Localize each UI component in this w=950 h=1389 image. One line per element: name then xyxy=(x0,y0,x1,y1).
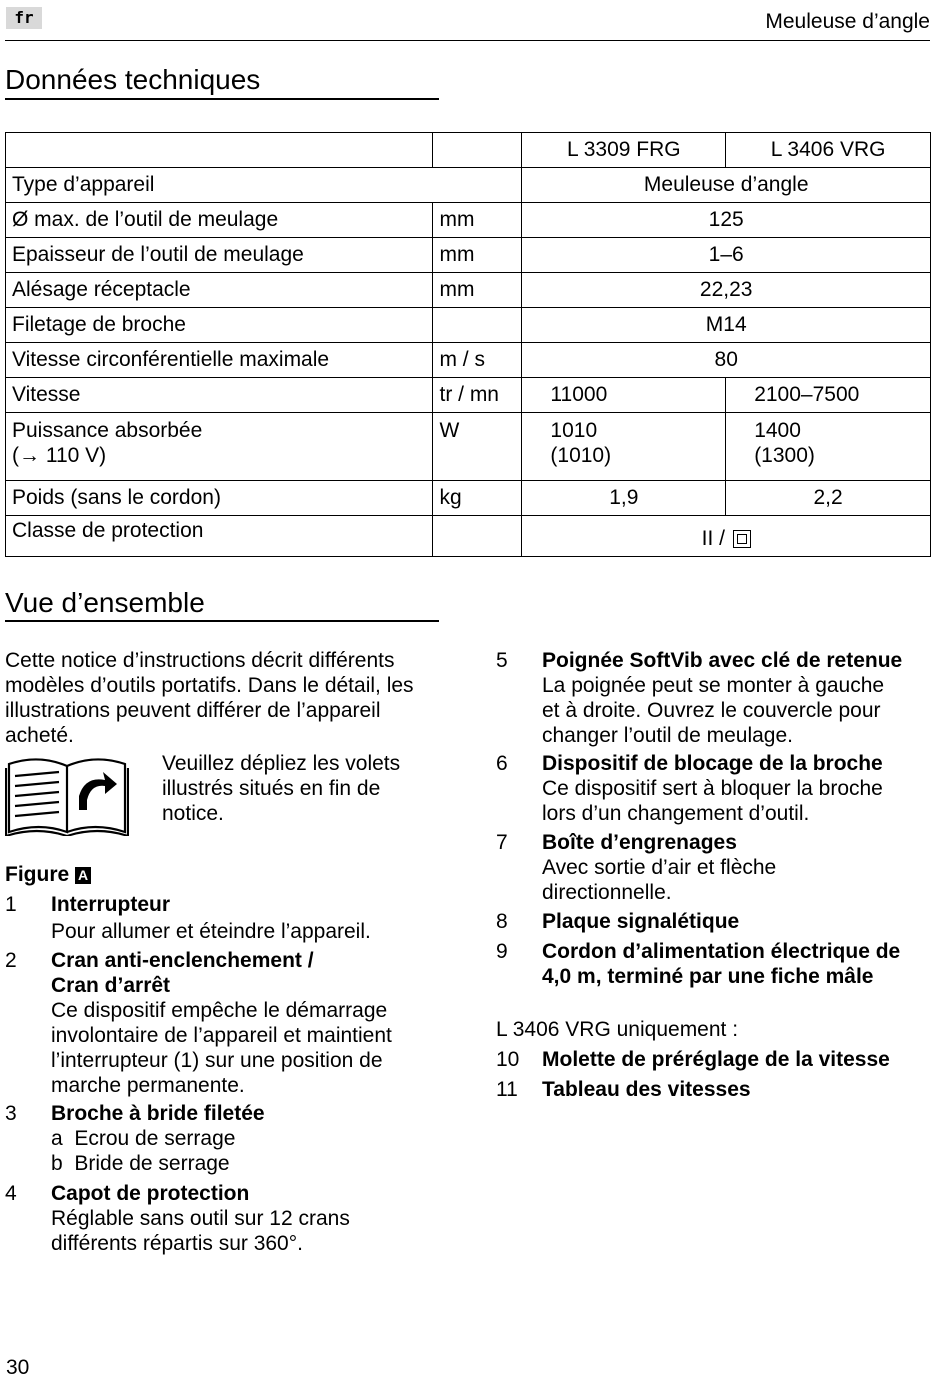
table-row xyxy=(6,481,931,516)
row-unit: mm xyxy=(433,203,522,238)
text-line: acheté. xyxy=(5,724,74,747)
table-row xyxy=(6,308,931,343)
item-title: Plaque signalétique xyxy=(542,910,740,933)
table-row xyxy=(6,378,931,413)
list-item xyxy=(5,1181,465,1256)
item-description: changer l’outil de meulage. xyxy=(542,724,793,747)
item-description: Avec sortie d’air et flèche xyxy=(542,856,777,879)
text-line: notice. xyxy=(162,802,224,825)
table-row xyxy=(6,273,931,308)
row-unit: m / s xyxy=(433,343,522,378)
value-line: (1010) xyxy=(550,444,612,467)
item-title: Dispositif de blocage de la broche xyxy=(542,752,883,775)
item-number: 9 xyxy=(496,940,508,963)
item-number: 5 xyxy=(496,649,508,672)
item-subpart: a Ecrou de serrage xyxy=(51,1127,236,1150)
item-title: Interrupteur xyxy=(51,893,171,916)
figure-label: Figure xyxy=(5,863,70,886)
item-description: l’interrupteur (1) sur une position de xyxy=(51,1049,383,1072)
row-value xyxy=(522,516,931,557)
item-description: directionnelle. xyxy=(542,881,672,904)
figure-letter-badge: A xyxy=(75,867,91,884)
intro-paragraph xyxy=(5,648,414,748)
list-item xyxy=(5,948,465,1098)
row-value-model-1 xyxy=(522,413,726,481)
row-value: Meuleuse d’angle xyxy=(522,168,931,203)
row-value-model-2 xyxy=(726,413,931,481)
row-value-model-1: 11000 xyxy=(522,378,726,413)
figure-reference xyxy=(5,862,91,887)
item-description: lors d’un changement d’outil. xyxy=(542,802,810,825)
text-line: illustrations peuvent différer de l’appareil xyxy=(5,699,381,722)
model-header-1: L 3309 FRG xyxy=(522,133,726,168)
table-cell xyxy=(6,133,433,168)
item-number: 4 xyxy=(5,1182,17,1205)
row-unit: tr / mn xyxy=(433,378,522,413)
text-line: Cette notice d’instructions décrit différents xyxy=(5,649,395,672)
item-number: 7 xyxy=(496,831,508,854)
item-title: Tableau des vitesses xyxy=(542,1078,751,1101)
item-title: Cran anti-enclenchement / xyxy=(51,949,314,972)
row-value-model-2: 2100–7500 xyxy=(726,378,931,413)
row-value-model-1: 1,9 xyxy=(522,481,726,516)
row-label: Vitesse circonférentielle maximale xyxy=(6,343,433,378)
text-line: modèles d’outils portatifs. Dans le détail, les xyxy=(5,674,414,697)
item-number: 10 xyxy=(496,1048,520,1071)
list-item xyxy=(496,648,936,748)
table-cell xyxy=(433,133,522,168)
item-number: 6 xyxy=(496,752,508,775)
item-description: Réglable sans outil sur 12 crans xyxy=(51,1207,350,1230)
list-item xyxy=(496,909,936,934)
table-row xyxy=(6,238,931,273)
table-row xyxy=(6,168,931,203)
table-row xyxy=(6,413,931,481)
section-title-overview: Vue d’ensemble xyxy=(5,587,205,618)
row-label: Poids (sans le cordon) xyxy=(6,481,433,516)
item-title: Cordon d’alimentation électrique de xyxy=(542,940,901,963)
item-description: différents répartis sur 360°. xyxy=(51,1232,303,1255)
row-unit: mm xyxy=(433,273,522,308)
double-insulation-icon xyxy=(733,530,751,548)
row-value: 22,23 xyxy=(522,273,931,308)
item-title: Broche à bride filetée xyxy=(51,1102,265,1125)
fold-out-note xyxy=(162,751,400,826)
row-label-line: (→ 110 V) xyxy=(12,444,107,467)
item-number: 8 xyxy=(496,910,508,933)
table-row xyxy=(6,133,931,168)
item-subpart: b Bride de serrage xyxy=(51,1152,230,1175)
list-item xyxy=(5,1101,465,1176)
item-description: et à droite. Ouvrez le couvercle pour xyxy=(542,699,881,722)
row-unit: mm xyxy=(433,238,522,273)
text-line: Veuillez dépliez les volets xyxy=(162,752,401,775)
list-item xyxy=(496,751,936,826)
technical-data-table xyxy=(5,132,931,557)
item-description: Pour allumer et éteindre l’appareil. xyxy=(51,920,371,943)
row-label: Alésage réceptacle xyxy=(6,273,433,308)
row-unit: kg xyxy=(433,481,522,516)
item-description: La poignée peut se monter à gauche xyxy=(542,674,885,697)
table-row xyxy=(6,343,931,378)
row-value: M14 xyxy=(522,308,931,343)
fold-out-book-icon xyxy=(5,752,129,836)
item-title: Molette de préréglage de la vitesse xyxy=(542,1048,890,1071)
table-row xyxy=(6,516,931,557)
text-line: illustrés situés en fin de xyxy=(162,777,381,800)
row-label: Ø max. de l’outil de meulage xyxy=(6,203,433,238)
row-label: Epaisseur de l’outil de meulage xyxy=(6,238,433,273)
item-title: Capot de protection xyxy=(51,1182,250,1205)
row-label xyxy=(6,413,433,481)
list-item xyxy=(496,939,936,989)
row-label: Filetage de broche xyxy=(6,308,433,343)
item-title: Boîte d’engrenages xyxy=(542,831,737,854)
row-unit xyxy=(433,308,522,343)
item-description: Ce dispositif empêche le démarrage xyxy=(51,999,388,1022)
row-value-model-2: 2,2 xyxy=(726,481,931,516)
row-label: Classe de protection xyxy=(6,516,433,557)
section-underline xyxy=(5,620,439,622)
section-title-technical-data: Données techniques xyxy=(5,64,261,95)
item-description: marche permanente. xyxy=(51,1074,245,1097)
row-value: 125 xyxy=(522,203,931,238)
item-title: 4,0 m, terminé par une fiche mâle xyxy=(542,965,874,988)
language-badge: fr xyxy=(6,7,42,29)
list-item xyxy=(496,1077,936,1102)
list-item xyxy=(496,830,936,905)
row-label: Vitesse xyxy=(6,378,433,413)
row-value: 80 xyxy=(522,343,931,378)
table-row xyxy=(6,203,931,238)
item-number: 3 xyxy=(5,1102,17,1125)
item-description: involontaire de l’appareil et maintient xyxy=(51,1024,392,1047)
list-item xyxy=(5,892,465,944)
row-label: Type d’appareil xyxy=(6,168,522,203)
row-label-line: Puissance absorbée xyxy=(12,419,203,442)
header-divider xyxy=(5,40,930,41)
item-title: Cran d’arrêt xyxy=(51,974,171,997)
value-line: 1010 xyxy=(550,419,598,442)
list-item xyxy=(496,1047,936,1072)
row-unit xyxy=(433,516,522,557)
value-line: (1300) xyxy=(754,444,815,467)
item-number: 11 xyxy=(496,1078,518,1101)
protection-class-text: II / xyxy=(701,527,725,550)
item-title: Poignée SoftVib avec clé de retenue xyxy=(542,649,903,672)
item-number: 1 xyxy=(5,893,17,916)
page-number: 30 xyxy=(6,1356,30,1379)
header-title: Meuleuse d’angle xyxy=(765,10,930,33)
vrg-only-note: L 3406 VRG uniquement : xyxy=(496,1018,739,1041)
row-unit: W xyxy=(433,413,522,481)
row-value: 1–6 xyxy=(522,238,931,273)
item-description: Ce dispositif sert à bloquer la broche xyxy=(542,777,883,800)
value-line: 1400 xyxy=(754,419,801,442)
item-number: 2 xyxy=(5,949,17,972)
section-underline xyxy=(5,98,439,100)
model-header-2: L 3406 VRG xyxy=(726,133,931,168)
